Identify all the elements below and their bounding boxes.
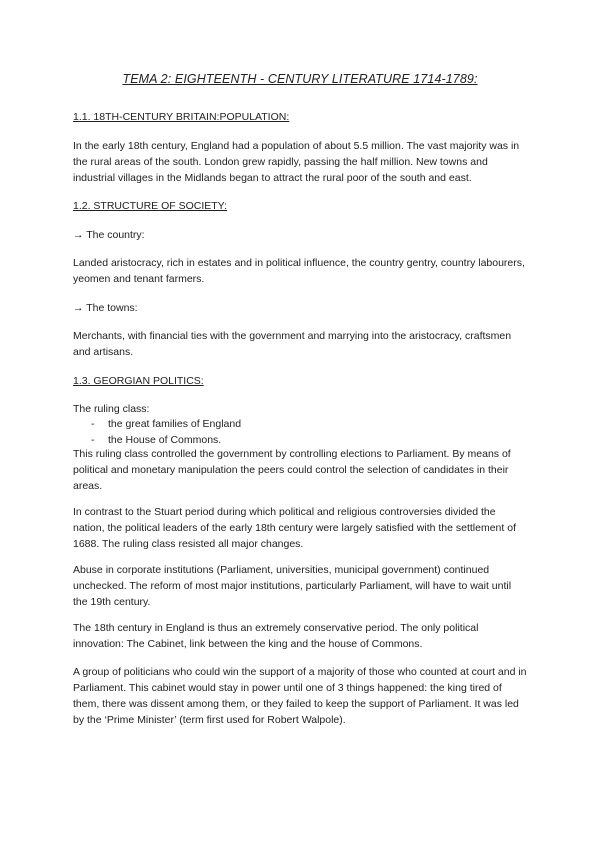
ruling-class-label: The ruling class:: [73, 403, 150, 415]
population-paragraph: In the early 18th century, England had a population of about 5.5 million. The vast majority was in the rural areas of the south. London grew rapidly, passing the half million. New towns and industrial villages in the Midlands began to attract the rural poor of the south and east.: [73, 140, 520, 184]
towns-label: → The towns:: [73, 302, 138, 314]
towns-paragraph: Merchants, with financial ties with the government and marrying into the aristocracy, craftsmen and artisans.: [73, 330, 512, 358]
section-heading-population: 1.1. 18TH-CENTURY BRITAIN:POPULATION:: [73, 111, 290, 123]
politics-paragraph-3: Abuse in corporate institutions (Parliament, universities, municipal government) continued unchecked. The reform of most major institutions, particularly Parliament, will have to wait until the 19th century.: [73, 564, 512, 608]
country-label: → The country:: [73, 229, 145, 241]
country-paragraph: Landed aristocracy, rich in estates and in political influence, the country gentry, country labourers, yeomen and tenant farmers.: [73, 257, 525, 285]
list-item: - the House of Commons.: [91, 434, 222, 446]
page-title: TEMA 2: EIGHTEENTH - CENTURY LITERATURE 1714-1789:: [122, 72, 478, 86]
politics-paragraph-5: A group of politicians who could win the support of a majority of those who counted at court and in Parliament. This cabinet would stay in power until one of 3 things happened: the king tired of them, there was dissent among them, or they failed to keep the support of Parliament. It was led by the ‘Prime Minister’ (term first used for Robert Walpole).: [73, 666, 527, 726]
list-item: - the great families of England: [91, 418, 242, 430]
ruling-class-list: [73, 416, 528, 448]
politics-paragraph-4: The 18th century in England is thus an extremely conservative period. The only political innovation: The Cabinet, link between the king and the house of Commons.: [73, 622, 479, 650]
politics-paragraph-2: In contrast to the Stuart period during which political and religious controversies divided the nation, the political leaders of the early 18th century were largely satisfied with the settlement of 1688. The ruling class resisted all major changes.: [73, 506, 516, 550]
politics-paragraph-1: This ruling class controlled the government by controlling elections to Parliament. By means of political and monetary manipulation the peers could control the selection of candidates in their areas.: [73, 448, 511, 492]
section-heading-society: 1.2. STRUCTURE OF SOCIETY:: [73, 200, 228, 212]
section-heading-politics: 1.3. GEORGIAN POLITICS:: [73, 375, 204, 387]
